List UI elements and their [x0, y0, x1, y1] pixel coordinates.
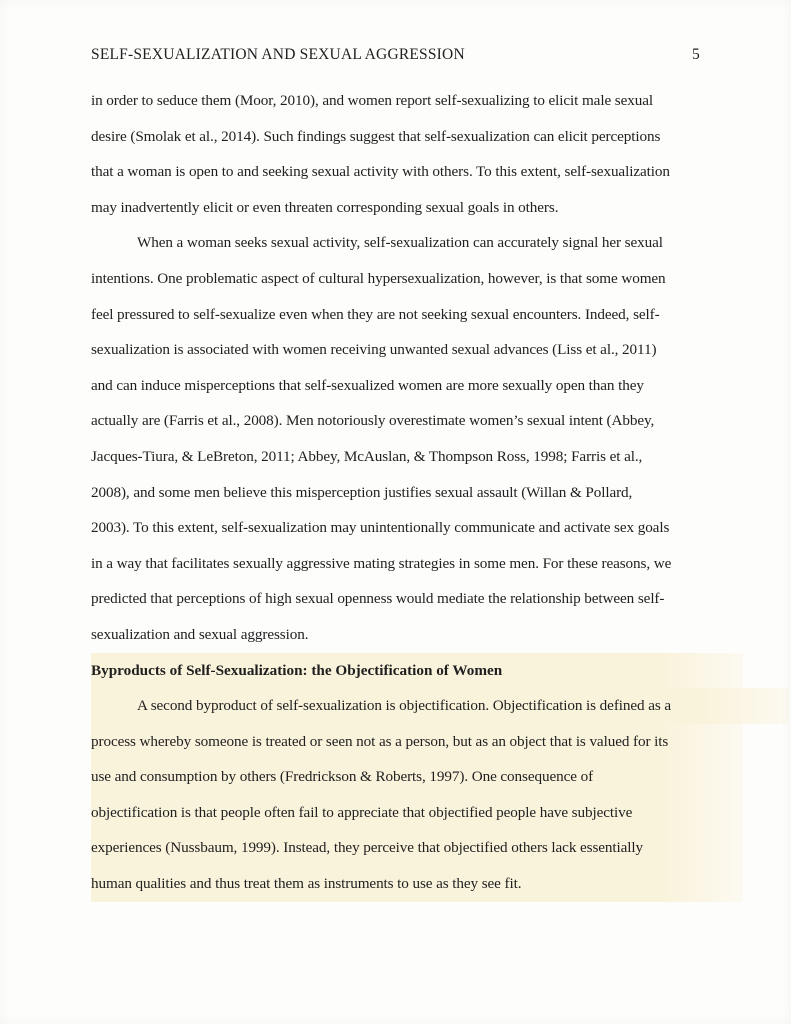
page-number: 5 [692, 46, 700, 63]
text-line: may inadvertently elicit or even threaten corresponding sexual goals in others. [91, 198, 559, 216]
text-line: in order to seduce them (Moor, 2010), and women report self-sexualizing to elicit male sexual [91, 92, 653, 109]
text-line: human qualities and thus treat them as instruments to use as they see fit. [91, 866, 743, 902]
text-line: A second byproduct of self-sexualization is objectification. Objectification is defined as a [91, 688, 789, 724]
section-heading: Byproducts of Self-Sexualization: the Objectification of Women [91, 653, 743, 689]
text-line: intentions. One problematic aspect of cultural hypersexualization, however, is that some women [91, 269, 666, 287]
text-line: predicted that perceptions of high sexual openness would mediate the relationship between self- [91, 590, 665, 608]
text-line: in a way that facilitates sexually aggressive mating strategies in some men. For these reasons, we [91, 554, 672, 572]
text-line: actually are (Farris et al., 2008). Men notoriously overestimate women’s sexual intent (Abbey, [91, 412, 655, 430]
text-line: that a woman is open to and seeking sexual activity with others. To this extent, self-sexualization [91, 163, 670, 181]
text-line: and can induce misperceptions that self-sexualized women are more sexually open than they [91, 376, 644, 394]
text-line: desire (Smolak et al., 2014). Such findings suggest that self-sexualization can elicit perceptions [91, 127, 661, 145]
page-body [91, 83, 700, 902]
text-line: sexualization and sexual aggression. [91, 625, 309, 643]
text-line: 2003). To this extent, self-sexualization may unintentionally communicate and activate sex goals [91, 519, 670, 537]
text-line: sexualization is associated with women receiving unwanted sexual advances (Liss et al., 2011) [91, 341, 657, 359]
text-line: feel pressured to self-sexualize even when they are not seeking sexual encounters. Indeed, self- [91, 305, 660, 323]
text-line: experiences (Nussbaum, 1999). Instead, they perceive that objectified others lack essentially [91, 830, 743, 866]
text-line: use and consumption by others (Fredrickson & Roberts, 1997). One consequence of [91, 759, 743, 795]
text-line: Jacques-Tiura, & LeBreton, 2011; Abbey, McAuslan, & Thompson Ross, 1998; Farris et al., [91, 447, 643, 465]
text-line: 2008), and some men believe this misperception justifies sexual assault (Willan & Pollard, [91, 483, 633, 501]
running-header [91, 46, 700, 64]
text-line: objectification is that people often fail to appreciate that objectified people have subjective [91, 795, 743, 831]
text-line: When a woman seeks sexual activity, self-sexualization can accurately signal her sexual [137, 234, 663, 252]
text-line: process whereby someone is treated or seen not as a person, but as an object that is valued for its [91, 724, 743, 760]
running-head-title: SELF-SEXUALIZATION AND SEXUAL AGGRESSION [91, 46, 465, 63]
